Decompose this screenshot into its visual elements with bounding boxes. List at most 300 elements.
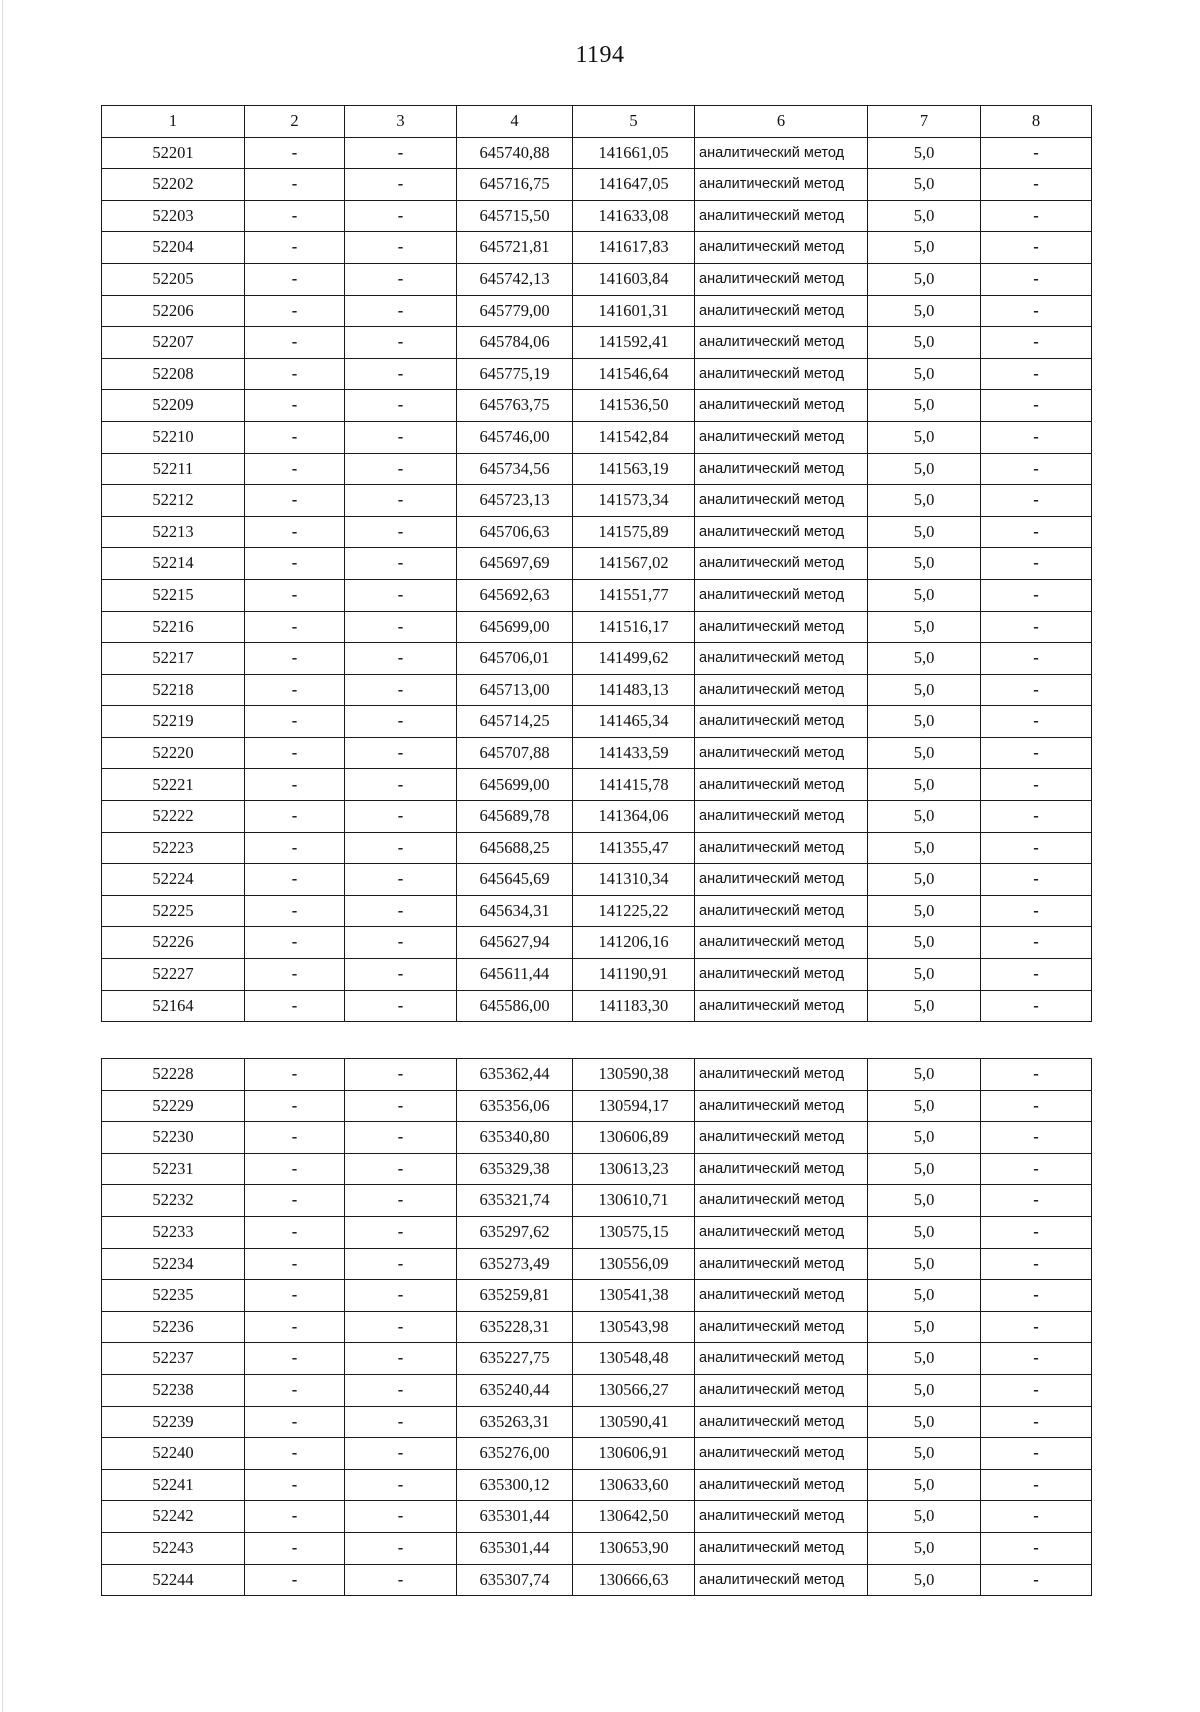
cell-col-8: - — [981, 579, 1092, 611]
cell-col-4: 645734,56 — [457, 453, 573, 485]
cell-col-5: 130610,71 — [573, 1185, 695, 1217]
cell-col-5: 141499,62 — [573, 643, 695, 675]
cell-col-3: - — [345, 1501, 457, 1533]
cell-col-6: аналитический метод — [695, 643, 868, 675]
cell-col-3: - — [345, 1059, 457, 1091]
cell-col-2: - — [245, 895, 345, 927]
cell-col-7: 5,0 — [868, 1311, 981, 1343]
table-row — [102, 1564, 1092, 1596]
table-row — [102, 169, 1092, 201]
cell-col-5: 5 — [573, 106, 695, 138]
cell-col-8: - — [981, 516, 1092, 548]
cell-col-7: 5,0 — [868, 1185, 981, 1217]
cell-col-2: - — [245, 801, 345, 833]
cell-col-7: 5,0 — [868, 548, 981, 580]
table-row — [102, 769, 1092, 801]
cell-col-2: - — [245, 769, 345, 801]
cell-col-1: 52217 — [102, 643, 245, 675]
cell-col-7: 5,0 — [868, 516, 981, 548]
cell-col-7: 5,0 — [868, 1501, 981, 1533]
cell-col-6: аналитический метод — [695, 1248, 868, 1280]
cell-col-5: 141536,50 — [573, 390, 695, 422]
cell-col-8: - — [981, 485, 1092, 517]
table-row — [102, 1311, 1092, 1343]
cell-col-5: 141225,22 — [573, 895, 695, 927]
table-row — [102, 1216, 1092, 1248]
cell-col-6: аналитический метод — [695, 1059, 868, 1091]
cell-col-6: аналитический метод — [695, 1532, 868, 1564]
cell-col-2: - — [245, 706, 345, 738]
cell-col-6: аналитический метод — [695, 137, 868, 169]
cell-col-4: 635276,00 — [457, 1438, 573, 1470]
table-row — [102, 137, 1092, 169]
cell-col-4: 645715,50 — [457, 200, 573, 232]
cell-col-5: 141483,13 — [573, 674, 695, 706]
cell-col-6: аналитический метод — [695, 1374, 868, 1406]
cell-col-1: 52220 — [102, 737, 245, 769]
cell-col-1: 52230 — [102, 1122, 245, 1154]
cell-col-2: - — [245, 1406, 345, 1438]
cell-col-7: 5,0 — [868, 358, 981, 390]
cell-col-5: 141183,30 — [573, 990, 695, 1022]
cell-col-8: - — [981, 1343, 1092, 1375]
cell-col-1: 52206 — [102, 295, 245, 327]
cell-col-3: 3 — [345, 106, 457, 138]
cell-col-7: 5,0 — [868, 832, 981, 864]
cell-col-6: 6 — [695, 106, 868, 138]
table-row — [102, 1501, 1092, 1533]
cell-col-1: 52164 — [102, 990, 245, 1022]
cell-col-6: аналитический метод — [695, 706, 868, 738]
cell-col-6: аналитический метод — [695, 769, 868, 801]
cell-col-7: 5,0 — [868, 485, 981, 517]
cell-col-2: - — [245, 295, 345, 327]
cell-col-3: - — [345, 1438, 457, 1470]
cell-col-6: аналитический метод — [695, 516, 868, 548]
cell-col-8: - — [981, 1564, 1092, 1596]
cell-col-1: 52216 — [102, 611, 245, 643]
cell-col-3: - — [345, 959, 457, 991]
cell-col-1: 52238 — [102, 1374, 245, 1406]
table-row — [102, 548, 1092, 580]
cell-col-1: 52225 — [102, 895, 245, 927]
cell-col-1: 52239 — [102, 1406, 245, 1438]
table-row — [102, 895, 1092, 927]
cell-col-2: - — [245, 611, 345, 643]
cell-col-3: - — [345, 327, 457, 359]
cell-col-2: - — [245, 864, 345, 896]
cell-col-3: - — [345, 137, 457, 169]
cell-col-2: - — [245, 990, 345, 1022]
table-row — [102, 1374, 1092, 1406]
cell-col-5: 141206,16 — [573, 927, 695, 959]
cell-col-6: аналитический метод — [695, 1153, 868, 1185]
cell-col-4: 645706,63 — [457, 516, 573, 548]
cell-col-3: - — [345, 674, 457, 706]
cell-col-3: - — [345, 1564, 457, 1596]
cell-col-4: 635301,44 — [457, 1501, 573, 1533]
cell-col-3: - — [345, 453, 457, 485]
cell-col-3: - — [345, 1374, 457, 1406]
cell-col-4: 645706,01 — [457, 643, 573, 675]
cell-col-4: 645634,31 — [457, 895, 573, 927]
cell-col-4: 635228,31 — [457, 1311, 573, 1343]
cell-col-8: - — [981, 390, 1092, 422]
cell-col-1: 52207 — [102, 327, 245, 359]
cell-col-2: - — [245, 1343, 345, 1375]
cell-col-4: 645611,44 — [457, 959, 573, 991]
cell-col-5: 141516,17 — [573, 611, 695, 643]
cell-col-2: - — [245, 1248, 345, 1280]
cell-col-5: 130606,91 — [573, 1438, 695, 1470]
cell-col-5: 130613,23 — [573, 1153, 695, 1185]
cell-col-8: - — [981, 1059, 1092, 1091]
cell-col-5: 130653,90 — [573, 1532, 695, 1564]
cell-col-4: 635240,44 — [457, 1374, 573, 1406]
cell-col-3: - — [345, 485, 457, 517]
cell-col-8: - — [981, 832, 1092, 864]
cell-col-4: 645779,00 — [457, 295, 573, 327]
cell-col-2: - — [245, 1153, 345, 1185]
cell-col-5: 141603,84 — [573, 263, 695, 295]
table-row — [102, 485, 1092, 517]
cell-col-1: 52237 — [102, 1343, 245, 1375]
cell-col-7: 5,0 — [868, 1343, 981, 1375]
cell-col-1: 52236 — [102, 1311, 245, 1343]
cell-col-3: - — [345, 1532, 457, 1564]
cell-col-3: - — [345, 832, 457, 864]
cell-col-8: - — [981, 548, 1092, 580]
cell-col-8: - — [981, 1469, 1092, 1501]
cell-col-1: 1 — [102, 106, 245, 138]
cell-col-3: - — [345, 295, 457, 327]
cell-col-7: 5,0 — [868, 263, 981, 295]
cell-col-1: 52211 — [102, 453, 245, 485]
cell-col-5: 141190,91 — [573, 959, 695, 991]
cell-col-2: - — [245, 1532, 345, 1564]
table-row — [102, 1122, 1092, 1154]
cell-col-1: 52227 — [102, 959, 245, 991]
cell-col-8: - — [981, 1090, 1092, 1122]
cell-col-4: 645742,13 — [457, 263, 573, 295]
cell-col-8: - — [981, 453, 1092, 485]
table-row — [102, 1059, 1092, 1091]
cell-col-3: - — [345, 706, 457, 738]
cell-col-7: 5,0 — [868, 706, 981, 738]
cell-col-5: 141567,02 — [573, 548, 695, 580]
cell-col-7: 5,0 — [868, 643, 981, 675]
cell-col-6: аналитический метод — [695, 1438, 868, 1470]
cell-col-8: - — [981, 137, 1092, 169]
cell-col-6: аналитический метод — [695, 200, 868, 232]
cell-col-8: 8 — [981, 106, 1092, 138]
cell-col-6: аналитический метод — [695, 1564, 868, 1596]
cell-col-8: - — [981, 358, 1092, 390]
cell-col-2: - — [245, 390, 345, 422]
cell-col-2: - — [245, 1438, 345, 1470]
table-row — [102, 1469, 1092, 1501]
cell-col-4: 645723,13 — [457, 485, 573, 517]
cell-col-8: - — [981, 674, 1092, 706]
cell-col-8: - — [981, 769, 1092, 801]
cell-col-8: - — [981, 1374, 1092, 1406]
cell-col-6: аналитический метод — [695, 1280, 868, 1312]
cell-col-2: - — [245, 1090, 345, 1122]
cell-col-8: - — [981, 1501, 1092, 1533]
scan-edge — [2, 0, 3, 1712]
cell-col-3: - — [345, 516, 457, 548]
cell-col-7: 5,0 — [868, 737, 981, 769]
cell-col-5: 141573,34 — [573, 485, 695, 517]
cell-col-2: - — [245, 1374, 345, 1406]
cell-col-2: - — [245, 1059, 345, 1091]
cell-col-6: аналитический метод — [695, 895, 868, 927]
cell-col-2: - — [245, 516, 345, 548]
cell-col-4: 645716,75 — [457, 169, 573, 201]
cell-col-1: 52209 — [102, 390, 245, 422]
cell-col-2: - — [245, 137, 345, 169]
table-row — [102, 1343, 1092, 1375]
cell-col-6: аналитический метод — [695, 1216, 868, 1248]
cell-col-7: 5,0 — [868, 895, 981, 927]
cell-col-5: 141433,59 — [573, 737, 695, 769]
table-row — [102, 611, 1092, 643]
cell-col-7: 5,0 — [868, 959, 981, 991]
cell-col-5: 141592,41 — [573, 327, 695, 359]
cell-col-2: - — [245, 1185, 345, 1217]
cell-col-7: 5,0 — [868, 769, 981, 801]
cell-col-1: 52201 — [102, 137, 245, 169]
cell-col-8: - — [981, 200, 1092, 232]
cell-col-1: 52240 — [102, 1438, 245, 1470]
cell-col-5: 130590,41 — [573, 1406, 695, 1438]
cell-col-7: 5,0 — [868, 1090, 981, 1122]
cell-col-5: 141661,05 — [573, 137, 695, 169]
cell-col-1: 52222 — [102, 801, 245, 833]
cell-col-3: - — [345, 737, 457, 769]
cell-col-7: 5,0 — [868, 295, 981, 327]
cell-col-5: 141647,05 — [573, 169, 695, 201]
cell-col-5: 130633,60 — [573, 1469, 695, 1501]
cell-col-7: 7 — [868, 106, 981, 138]
cell-col-3: - — [345, 611, 457, 643]
cell-col-2: - — [245, 1469, 345, 1501]
cell-col-2: - — [245, 959, 345, 991]
cell-col-3: - — [345, 1248, 457, 1280]
cell-col-2: - — [245, 643, 345, 675]
cell-col-1: 52208 — [102, 358, 245, 390]
cell-col-4: 4 — [457, 106, 573, 138]
cell-col-7: 5,0 — [868, 137, 981, 169]
cell-col-4: 635297,62 — [457, 1216, 573, 1248]
table-row — [102, 990, 1092, 1022]
cell-col-5: 130594,17 — [573, 1090, 695, 1122]
cell-col-5: 141465,34 — [573, 706, 695, 738]
cell-col-7: 5,0 — [868, 990, 981, 1022]
cell-col-8: - — [981, 1280, 1092, 1312]
table-row — [102, 1532, 1092, 1564]
cell-col-3: - — [345, 801, 457, 833]
cell-col-7: 5,0 — [868, 674, 981, 706]
cell-col-1: 52224 — [102, 864, 245, 896]
cell-col-4: 645692,63 — [457, 579, 573, 611]
cell-col-5: 130590,38 — [573, 1059, 695, 1091]
cell-col-8: - — [981, 421, 1092, 453]
table-row — [102, 200, 1092, 232]
cell-col-6: аналитический метод — [695, 485, 868, 517]
cell-col-8: - — [981, 1311, 1092, 1343]
cell-col-3: - — [345, 990, 457, 1022]
cell-col-3: - — [345, 200, 457, 232]
cell-col-5: 130642,50 — [573, 1501, 695, 1533]
cell-col-6: аналитический метод — [695, 1090, 868, 1122]
cell-col-8: - — [981, 1153, 1092, 1185]
cell-col-8: - — [981, 1248, 1092, 1280]
cell-col-5: 130556,09 — [573, 1248, 695, 1280]
cell-col-1: 52231 — [102, 1153, 245, 1185]
cell-col-1: 52233 — [102, 1216, 245, 1248]
cell-col-3: - — [345, 864, 457, 896]
cell-col-5: 141601,31 — [573, 295, 695, 327]
table-row — [102, 1090, 1092, 1122]
cell-col-4: 645713,00 — [457, 674, 573, 706]
cell-col-2: - — [245, 1122, 345, 1154]
table-row — [102, 801, 1092, 833]
cell-col-5: 130566,27 — [573, 1374, 695, 1406]
cell-col-7: 5,0 — [868, 1248, 981, 1280]
cell-col-6: аналитический метод — [695, 358, 868, 390]
cell-col-1: 52234 — [102, 1248, 245, 1280]
cell-col-5: 130575,15 — [573, 1216, 695, 1248]
table-row — [102, 832, 1092, 864]
cell-col-5: 130666,63 — [573, 1564, 695, 1596]
cell-col-2: - — [245, 579, 345, 611]
cell-col-7: 5,0 — [868, 927, 981, 959]
cell-col-3: - — [345, 169, 457, 201]
cell-col-8: - — [981, 1438, 1092, 1470]
cell-col-6: аналитический метод — [695, 832, 868, 864]
cell-col-5: 141542,84 — [573, 421, 695, 453]
cell-col-8: - — [981, 801, 1092, 833]
cell-col-1: 52243 — [102, 1532, 245, 1564]
cell-col-6: аналитический метод — [695, 548, 868, 580]
cell-col-6: аналитический метод — [695, 611, 868, 643]
cell-col-4: 645746,00 — [457, 421, 573, 453]
cell-col-2: - — [245, 358, 345, 390]
cell-col-7: 5,0 — [868, 1564, 981, 1596]
cell-col-4: 645697,69 — [457, 548, 573, 580]
coordinates-table-1 — [101, 105, 1092, 1022]
cell-col-8: - — [981, 169, 1092, 201]
cell-col-7: 5,0 — [868, 327, 981, 359]
cell-col-1: 52241 — [102, 1469, 245, 1501]
cell-col-2: - — [245, 200, 345, 232]
cell-col-3: - — [345, 1280, 457, 1312]
cell-col-1: 52210 — [102, 421, 245, 453]
page-number: 1194 — [575, 42, 625, 68]
cell-col-2: - — [245, 421, 345, 453]
cell-col-4: 635300,12 — [457, 1469, 573, 1501]
cell-col-7: 5,0 — [868, 1216, 981, 1248]
cell-col-5: 141575,89 — [573, 516, 695, 548]
cell-col-6: аналитический метод — [695, 1122, 868, 1154]
cell-col-5: 141633,08 — [573, 200, 695, 232]
cell-col-4: 635321,74 — [457, 1185, 573, 1217]
cell-col-6: аналитический метод — [695, 959, 868, 991]
cell-col-4: 635362,44 — [457, 1059, 573, 1091]
cell-col-8: - — [981, 1122, 1092, 1154]
table-row — [102, 579, 1092, 611]
cell-col-5: 141617,83 — [573, 232, 695, 264]
cell-col-7: 5,0 — [868, 232, 981, 264]
cell-col-3: - — [345, 1090, 457, 1122]
cell-col-8: - — [981, 706, 1092, 738]
cell-col-7: 5,0 — [868, 169, 981, 201]
cell-col-2: 2 — [245, 106, 345, 138]
table-row — [102, 327, 1092, 359]
cell-col-8: - — [981, 611, 1092, 643]
cell-col-1: 52218 — [102, 674, 245, 706]
cell-col-8: - — [981, 1185, 1092, 1217]
cell-col-5: 141310,34 — [573, 864, 695, 896]
cell-col-4: 645707,88 — [457, 737, 573, 769]
cell-col-2: - — [245, 453, 345, 485]
cell-col-7: 5,0 — [868, 421, 981, 453]
cell-col-1: 52203 — [102, 200, 245, 232]
table-row — [102, 1438, 1092, 1470]
cell-col-2: - — [245, 1564, 345, 1596]
cell-col-6: аналитический метод — [695, 295, 868, 327]
cell-col-4: 645763,75 — [457, 390, 573, 422]
cell-col-4: 645775,19 — [457, 358, 573, 390]
cell-col-7: 5,0 — [868, 579, 981, 611]
table-row — [102, 1248, 1092, 1280]
cell-col-1: 52235 — [102, 1280, 245, 1312]
cell-col-3: - — [345, 895, 457, 927]
cell-col-3: - — [345, 1153, 457, 1185]
cell-col-8: - — [981, 327, 1092, 359]
cell-col-8: - — [981, 232, 1092, 264]
table-row — [102, 737, 1092, 769]
cell-col-6: аналитический метод — [695, 990, 868, 1022]
cell-col-1: 52212 — [102, 485, 245, 517]
cell-col-3: - — [345, 579, 457, 611]
cell-col-7: 5,0 — [868, 390, 981, 422]
cell-col-5: 130541,38 — [573, 1280, 695, 1312]
cell-col-1: 52228 — [102, 1059, 245, 1091]
cell-col-2: - — [245, 927, 345, 959]
cell-col-5: 130543,98 — [573, 1311, 695, 1343]
table-row — [102, 295, 1092, 327]
cell-col-1: 52213 — [102, 516, 245, 548]
cell-col-3: - — [345, 358, 457, 390]
cell-col-6: аналитический метод — [695, 579, 868, 611]
cell-col-6: аналитический метод — [695, 1501, 868, 1533]
table-row — [102, 1153, 1092, 1185]
cell-col-4: 635307,74 — [457, 1564, 573, 1596]
cell-col-3: - — [345, 1185, 457, 1217]
cell-col-4: 645627,94 — [457, 927, 573, 959]
table-row — [102, 959, 1092, 991]
table-row — [102, 263, 1092, 295]
cell-col-2: - — [245, 1280, 345, 1312]
cell-col-6: аналитический метод — [695, 390, 868, 422]
cell-col-7: 5,0 — [868, 1122, 981, 1154]
cell-col-8: - — [981, 895, 1092, 927]
cell-col-1: 52202 — [102, 169, 245, 201]
cell-col-2: - — [245, 737, 345, 769]
cell-col-6: аналитический метод — [695, 169, 868, 201]
